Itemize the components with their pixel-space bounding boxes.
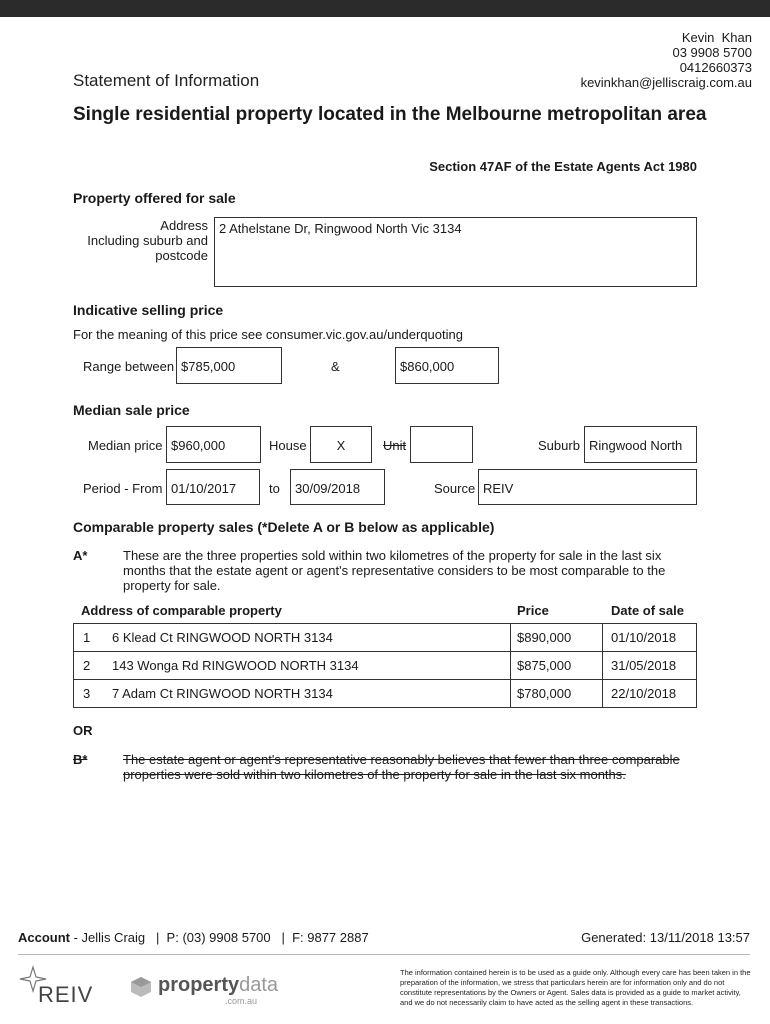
house-label: House (269, 438, 307, 453)
row-date: 22/10/2018 (611, 686, 677, 701)
row-price: $780,000 (517, 686, 572, 701)
disclaimer-text: The information contained herein is to be used as a guide only. Although every care has been taken in the preparation of the information, we stress that particulars herein are for information only and do not constitute representations by the Owners or Agent. Sales data is provided as a guide to market activity, and we do not necessarily claim to have acted as the selling agent in these transactions. (400, 968, 751, 1007)
row-price: $890,000 (517, 630, 572, 645)
median-price-label: Median price (88, 438, 163, 453)
period-to-label: to (269, 481, 280, 496)
option-b-text: The estate agent or agent's representative reasonably believes that fewer than three comparable properties were sold within two kilometres of the property for sale in the last six months. (123, 752, 680, 782)
agent-phone: 03 9908 5700 (672, 45, 752, 60)
account-label: Account (18, 930, 70, 945)
document-title: Single residential property located in the Melbourne metropolitan area (73, 104, 707, 125)
source-field[interactable]: REIV (478, 469, 697, 505)
generated-timestamp: Generated: 13/11/2018 13:57 (581, 930, 750, 945)
period-label: Period - From (83, 481, 163, 496)
source-label: Source (434, 481, 476, 496)
account-info (18, 930, 369, 945)
row-number: 2 (83, 658, 91, 673)
section-reference: Section 47AF of the Estate Agents Act 1980 (429, 159, 697, 174)
underquoting-note: For the meaning of this price see consumer.vic.gov.au/underquoting (73, 327, 463, 342)
propertydata-main: property (158, 974, 240, 996)
propertydata-data: data (239, 974, 279, 996)
row-date: 01/10/2018 (611, 630, 677, 645)
range-ampersand: & (331, 359, 340, 374)
period-from-field[interactable]: 01/10/2017 (166, 469, 260, 505)
indicative-heading: Indicative selling price (73, 302, 224, 318)
agent-name: Kevin Khan (681, 30, 752, 45)
address-label-line1: Address (160, 218, 208, 233)
option-b-marker: B* (73, 752, 88, 767)
address-label-line3: postcode (155, 248, 208, 263)
option-a-marker: A* (73, 548, 88, 563)
row-number: 3 (83, 686, 91, 701)
row-price: $875,000 (517, 658, 572, 673)
row-address: 7 Adam Ct RINGWOOD NORTH 3134 (112, 686, 333, 701)
footer-divider (18, 954, 750, 955)
period-to-field[interactable]: 30/09/2018 (290, 469, 385, 505)
property-heading: Property offered for sale (73, 190, 236, 206)
top-bar (0, 0, 770, 17)
row-address: 143 Wonga Rd RINGWOOD NORTH 3134 (112, 658, 359, 673)
suburb-field[interactable]: Ringwood North (584, 426, 697, 463)
account-details: - Jellis Craig | P: (03) 9908 5700 | F: 9877 2887 (70, 930, 369, 945)
reiv-logo (18, 965, 93, 1007)
range-label: Range between (83, 359, 175, 374)
row-address: 6 Klead Ct RINGWOOD NORTH 3134 (112, 630, 333, 645)
statement-heading: Statement of Information (73, 71, 260, 90)
agent-contact (581, 30, 752, 90)
median-heading: Median sale price (73, 402, 190, 418)
house-field[interactable]: X (310, 426, 372, 463)
address-label (73, 218, 208, 263)
row-number: 1 (83, 630, 91, 645)
agent-email: kevinkhan@jelliscraig.com.au (580, 75, 752, 90)
col-date-header: Date of sale (611, 603, 684, 618)
table-row (73, 651, 697, 680)
address-label-line2: Including suburb and (87, 233, 208, 248)
table-row (73, 623, 697, 652)
col-price-header: Price (517, 603, 549, 618)
suburb-label: Suburb (538, 438, 580, 453)
price-high-field[interactable]: $860,000 (395, 347, 499, 384)
address-field[interactable]: 2 Athelstane Dr, Ringwood North Vic 3134 (214, 217, 697, 287)
row-date: 31/05/2018 (611, 658, 677, 673)
reiv-text: REIV (38, 982, 94, 1007)
agent-mobile: 0412660373 (679, 60, 752, 75)
table-row (73, 679, 697, 708)
propertydata-domain: .com.au (225, 996, 258, 1006)
propertydata-logo (130, 974, 280, 1008)
propertydata-cube-icon (130, 976, 152, 998)
unit-field[interactable] (410, 426, 473, 463)
median-price-field[interactable]: $960,000 (166, 426, 261, 463)
option-a-text: These are the three properties sold within two kilometres of the property for sale in the last six months that the estate agent or agent's representative considers to be most comparable to the property for sale. (123, 548, 666, 593)
price-low-field[interactable]: $785,000 (176, 347, 282, 384)
comparable-heading: Comparable property sales (*Delete A or B below as applicable) (73, 519, 495, 535)
unit-label: Unit (383, 438, 407, 453)
col-address-header: Address of comparable property (81, 603, 282, 618)
or-separator: OR (73, 723, 93, 738)
